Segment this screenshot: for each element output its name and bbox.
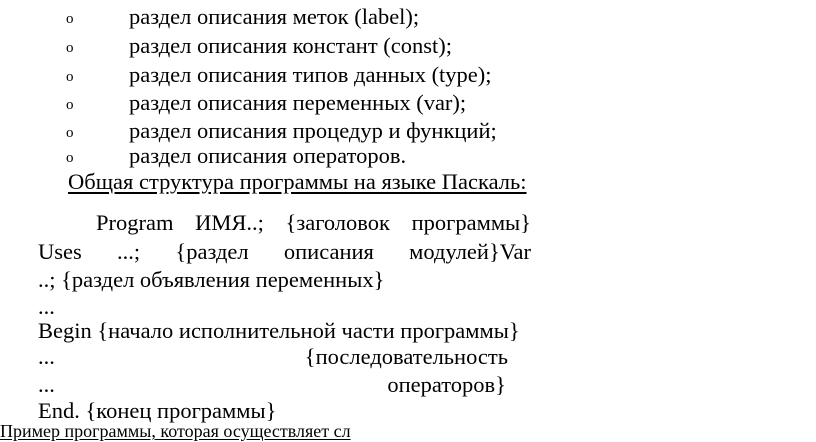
bullet-marker: o: [66, 125, 74, 141]
code-token: {раздел: [175, 239, 249, 264]
bullet-marker: o: [66, 11, 74, 27]
code-line-sequence: [38, 343, 508, 371]
bullet-marker: o: [66, 40, 74, 56]
code-token: описания: [283, 239, 374, 264]
example-caption: Пример программы, которая осуществляет сл: [0, 421, 351, 441]
code-line-ellipsis: ...: [38, 294, 55, 319]
code-token: операторов}: [387, 372, 506, 397]
code-token: ...: [38, 344, 55, 369]
code-token: ИМЯ..;: [195, 210, 264, 235]
code-line-begin: Begin {начало исполнительной части программы}: [38, 318, 520, 343]
code-token: ...: [38, 372, 55, 397]
code-line-uses: [38, 238, 531, 266]
bullet-marker: o: [66, 69, 74, 85]
list-item-text: раздел описания меток (label);: [129, 4, 420, 29]
code-token: Uses: [38, 239, 82, 264]
list-item-text: раздел описания процедур и функций;: [129, 118, 497, 143]
code-token: модулей}Var: [409, 239, 531, 264]
code-line-var: ..; {раздел объявления переменных}: [38, 267, 385, 292]
list-item-text: раздел описания констант (const);: [129, 33, 453, 58]
code-token: {заголовок: [285, 210, 390, 235]
code-line-operators: [38, 371, 506, 399]
code-token: {последовательность: [304, 344, 508, 369]
code-token: программы}: [411, 210, 531, 235]
code-token: Program: [96, 210, 174, 235]
code-token: ...;: [117, 239, 141, 264]
bullet-marker: o: [66, 150, 74, 166]
list-item-text: раздел описания переменных (var);: [129, 90, 467, 115]
code-line-end: End. {конец программы}: [38, 398, 277, 423]
list-item-text: раздел описания типов данных (type);: [129, 62, 492, 87]
code-line-program: [96, 209, 531, 237]
bullet-marker: o: [66, 97, 74, 113]
list-item-text: раздел описания операторов.: [129, 143, 407, 168]
structure-heading: Общая структура программы на языке Паскаль:: [68, 169, 527, 194]
